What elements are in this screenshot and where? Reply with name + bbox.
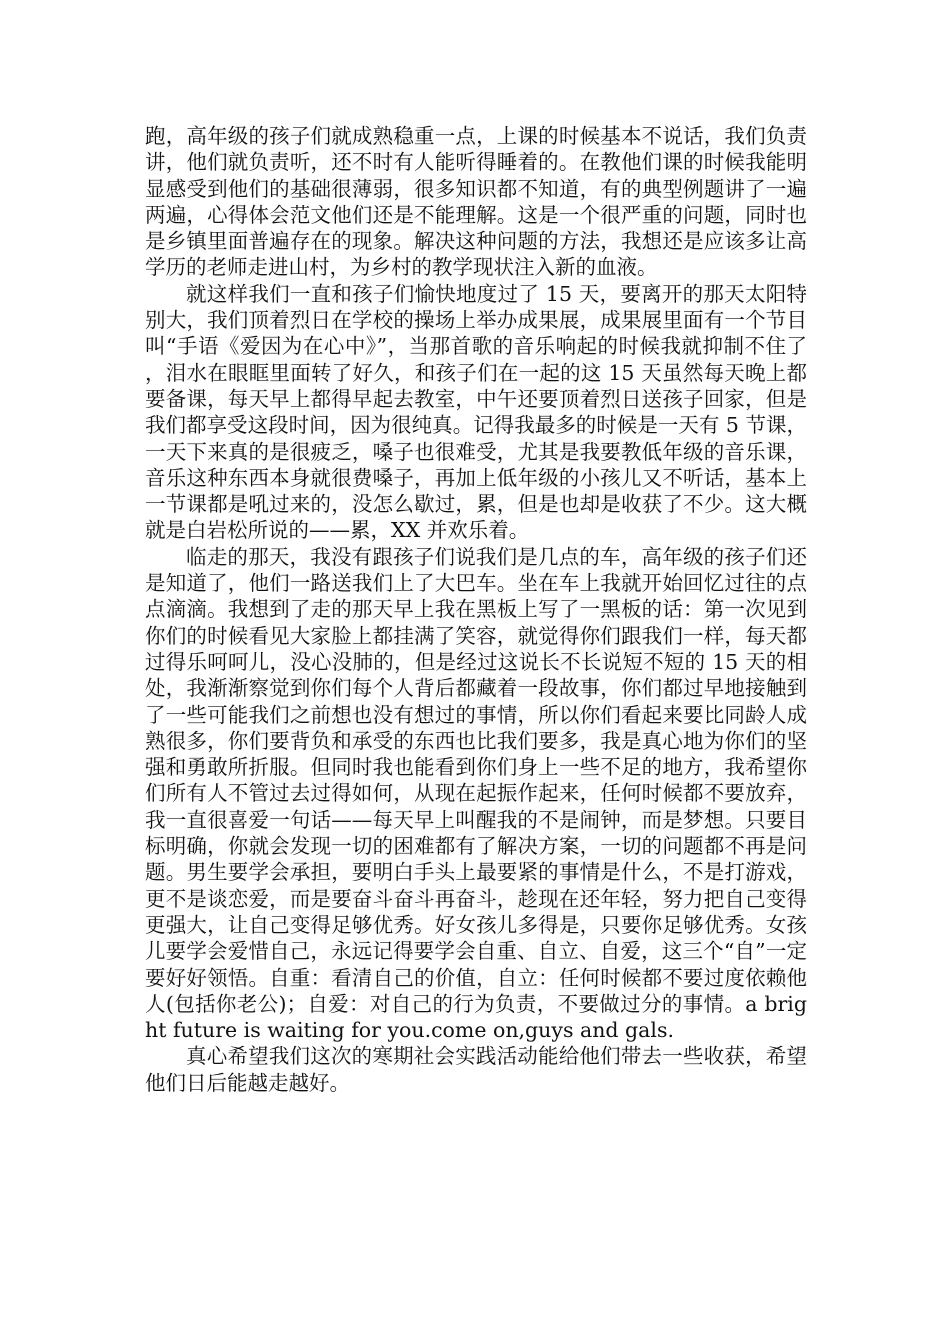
paragraph-closing-wish: 真心希望我们这次的寒期社会实践活动能给他们带去一些收获，希望他们日后能越走越好。	[145, 1044, 807, 1095]
paragraph-farewell-day: 就这样我们一直和孩子们愉快地度过了 15 天，要离开的那天太阳特别大，我们顶着烈日在学校的操场上举办成果展，成果展里面有一个节目叫“手语《爱因为在心中》”，当那首歌的音乐响起的时候我就抑制不住了，泪水在眼眶里面转了好久，和孩子们在一起的这 15 天虽然每天晚上都要备课，每天早上都得早起去教室，中午还要顶着烈日送孩子回家，但是我们都享受这段时间，因为很纯真。记得我最多的时候是一天有 5 节课，一天下来真的是很疲乏，嗓子也很难受，尤其是我要教低年级的音乐课，音乐这种东西本身就很费嗓子，再加上低年级的小孩儿又不听话，基本上一节课都是吼过来的，没怎么歇过，累，但是也却是收获了不少。这大概就是白岩松所说的——累，XX 并欢乐着。	[145, 281, 807, 543]
paragraph-continuation: 跑，高年级的孩子们就成熟稳重一点，上课的时候基本不说话，我们负责讲，他们就负责听，还不时有人能听得睡着的。在教他们课的时候我能明显感受到他们的基础很薄弱，很多知识都不知道，有的典型例题讲了一遍两遍，心得体会范文他们还是不能理解。这是一个很严重的问题，同时也是乡镇里面普遍存在的现象。解决这种问题的方法，我想还是应该多让高学历的老师走进山村，为乡村的教学现状注入新的血液。	[145, 124, 807, 280]
document-page	[145, 123, 807, 1096]
paragraph-leaving-message: 临走的那天，我没有跟孩子们说我们是几点的车，高年级的孩子们还是知道了，他们一路送我们上了大巴车。坐在车上我就开始回忆过往的点点滴滴。我想到了走的那天早上我在黑板上写了一黑板的话：第一次见到你们的时候看见大家脸上都挂满了笑容，就觉得你们跟我们一样，每天都过得乐呵呵儿，没心没肺的，但是经过这说长不长说短不短的 15 天的相处，我渐渐察觉到你们每个人背后都藏着一段故事，你们都过早地接触到了一些可能我们之前想也没有想过的事情，所以你们看起来要比同龄人成熟很多，你们要背负和承受的东西也比我们要多，我是真心地为你们的坚强和勇敢所折服。但同时我也能看到你们身上一些不足的地方，我希望你们所有人不管过去过得如何，从现在起振作起来，任何时候都不要放弃，我一直很喜爱一句话——每天早上叫醒我的不是闹钟，而是梦想。只要目标明确，你就会发现一切的困难都有了解决方案，一切的问题都不再是问题。男生要学会承担，要明白手头上最要紧的事情是什么，不是打游戏，更不是谈恋爱，而是要奋斗奋斗再奋斗，趁现在还年轻，努力把自己变得更强大，让自己变得足够优秀。好女孩儿多得是，只要你足够优秀。女孩儿要学会爱惜自己，永远记得要学会自重、自立、自爱，这三个“自”一定要好好领悟。自重：看清自己的价值，自立：任何时候都不要过度依赖他人(包括你老公)；自爱：对自己的行为负责，不要做过分的事情。a bright future is waiting for you.come on,guys and gals.	[145, 544, 807, 1043]
